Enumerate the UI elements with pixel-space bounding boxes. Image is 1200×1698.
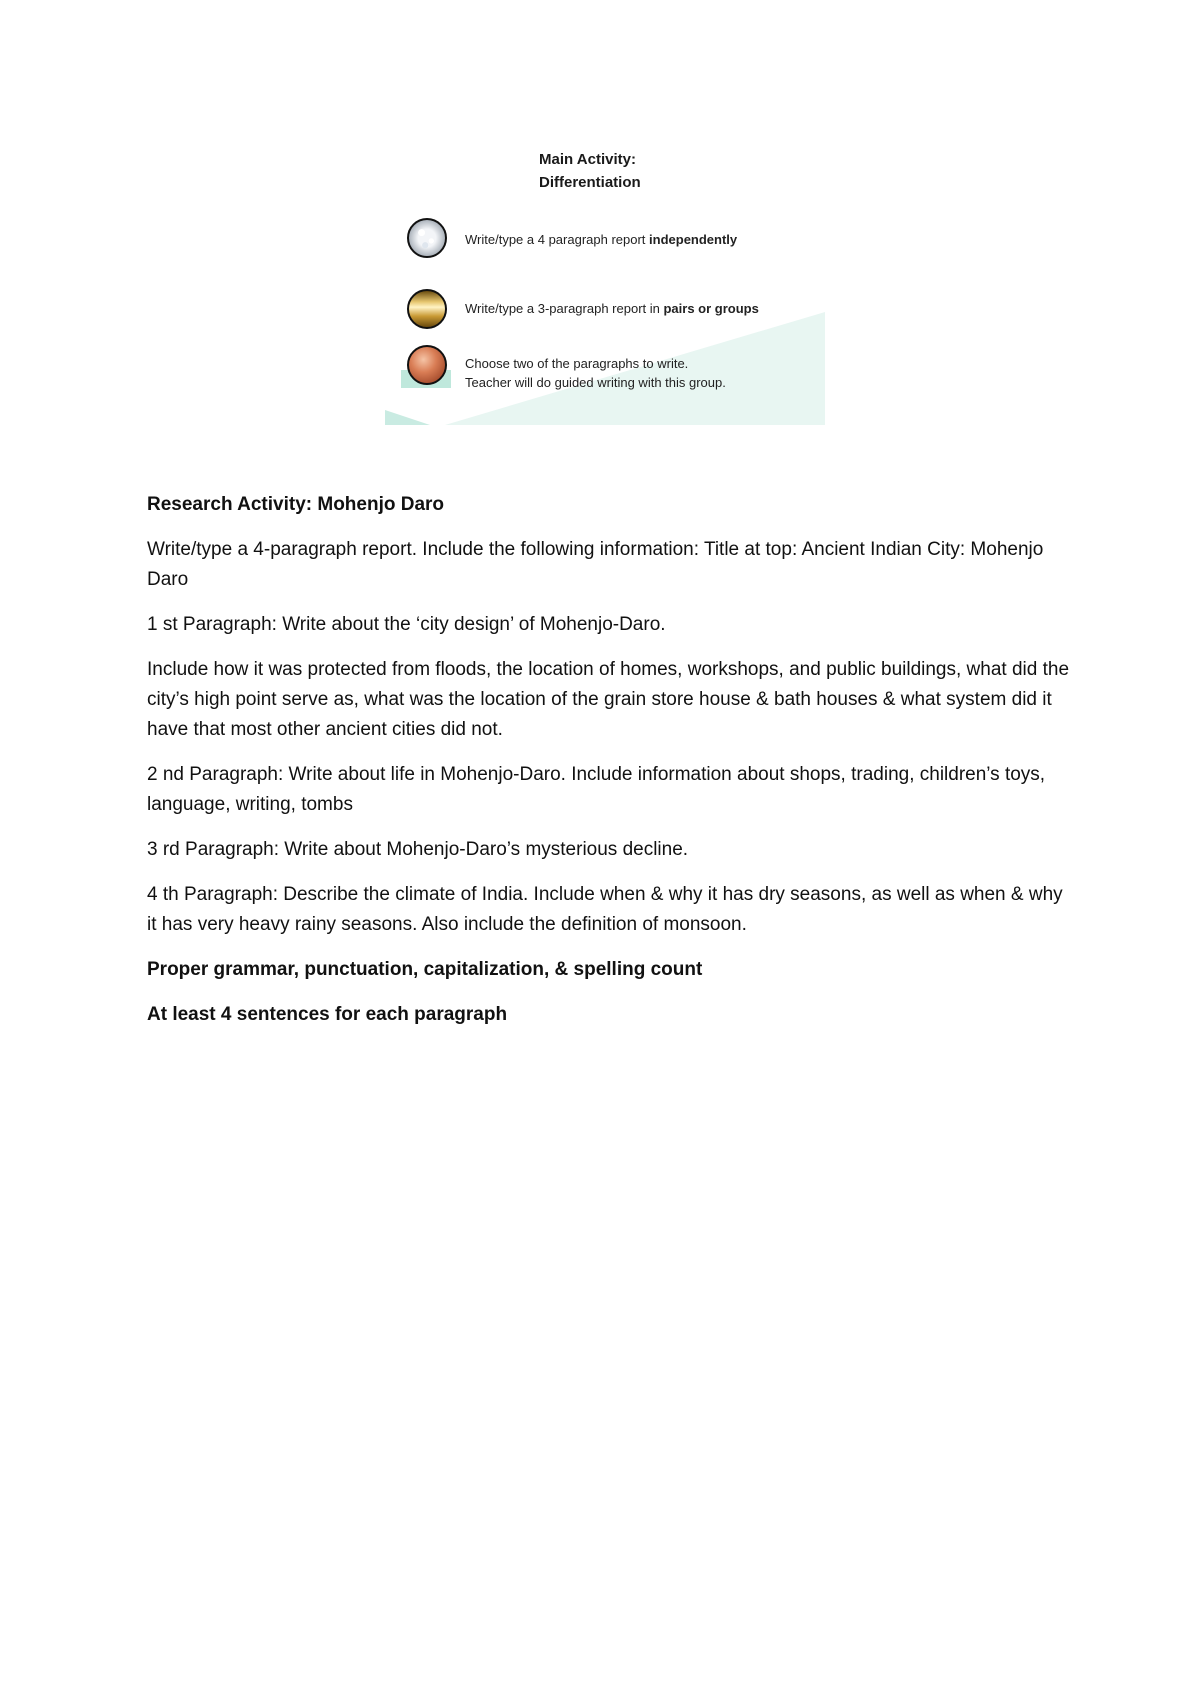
diamond-medal-icon bbox=[407, 218, 447, 258]
gold-medal-icon bbox=[407, 289, 447, 329]
differentiation-title: Main Activity: Differentiation bbox=[539, 151, 641, 191]
rule-grammar: Proper grammar, punctuation, capitalization, & spelling count bbox=[147, 959, 703, 980]
paragraph-3: 3 rd Paragraph: Write about Mohenjo-Daro’s mysterious decline. bbox=[147, 839, 689, 860]
level-pairs-groups: Write/type a 3-paragraph report in pairs or groups bbox=[465, 301, 759, 316]
document-body bbox=[147, 490, 1077, 1045]
level-independent: Write/type a 4 paragraph report independently bbox=[465, 232, 738, 247]
level-guided: Choose two of the paragraphs to write. Teacher will do guided writing with this group. bbox=[465, 356, 726, 390]
paragraph-1-title: 1 st Paragraph: Write about the ‘city design’ of Mohenjo-Daro. bbox=[147, 614, 666, 635]
intro-paragraph: Write/type a 4-paragraph report. Include the following information: Title at top: Ancient Indian City: Mohenjo Daro bbox=[147, 539, 1044, 590]
differentiation-graphic bbox=[385, 140, 825, 425]
paragraph-2: 2 nd Paragraph: Write about life in Mohenjo-Daro. Include information about shops, trading, children’s toys, language, writing, tombs bbox=[147, 764, 1046, 815]
bronze-medal-icon bbox=[407, 345, 447, 385]
paragraph-4: 4 th Paragraph: Describe the climate of India. Include when & why it has dry seasons, as well as when & why it has very heavy rainy seasons. Also include the definition of monsoon. bbox=[147, 884, 1063, 935]
rule-sentences: At least 4 sentences for each paragraph bbox=[147, 1004, 508, 1025]
paragraph-1-detail: Include how it was protected from floods, the location of homes, workshops, and public buildings, what did the city’s high point serve as, what was the location of the grain store house & bath houses & what system did it have that most other ancient cities did not. bbox=[147, 659, 1070, 740]
document-heading: Research Activity: Mohenjo Daro bbox=[147, 494, 445, 515]
